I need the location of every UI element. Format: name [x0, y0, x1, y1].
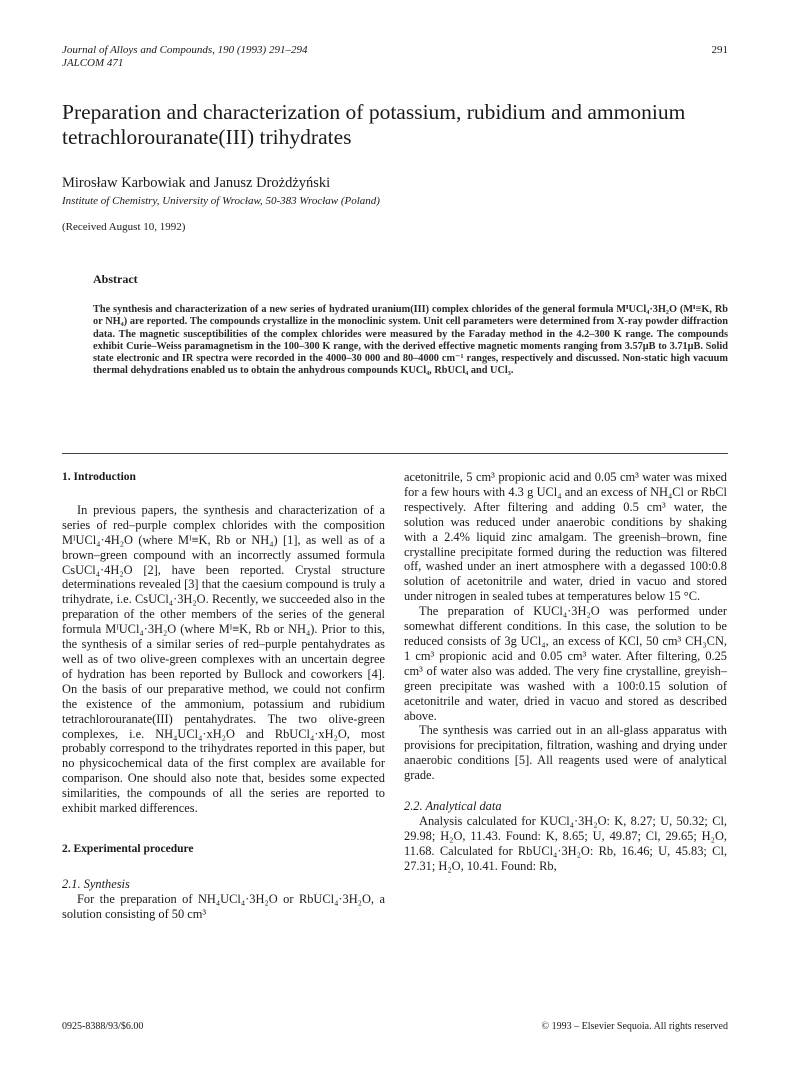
author-affiliation: Institute of Chemistry, University of Wrocław, 50-383 Wrocław (Poland) — [62, 195, 380, 207]
synthesis-text-continued: acetonitrile, 5 cm³ propionic acid and 0.05 cm³ water was mixed for a few hours with 4.3 g UCl₄ and an excess of NH₄Cl or RbCl respectively. After filtering and adding 0.5 cm³ water, the solution was reduced under anaerobic conditions by shaking with a 2.4% liquid zinc amalgam. The greenish–brown, fine crystalline precipitate formed during the reduction was filtered off, washed under an inert atmosphere with a degassed 100:0.8 solution of acetonitrile and water, dried in vacuo and stored under nitrogen in sealed tubes at temperatures below 15 °C. — [404, 470, 727, 604]
potassium-preparation-text: The preparation of KUCl₄·3H₂O was performed under somewhat different conditions. In this case, the solution to be reduced consists of 3g UCl₄, an excess of KCl, 50 cm³ CH₃CN, 1 cm³ propionic acid and 0.05 cm³ water. After filtering, 0.25 cm³ of water also was added. The very fine crystalline, greyish–green precipitate was washed with a 100:0.15 solution of acetonitrile and water, dried in vacuo and stored as described above. — [404, 604, 727, 723]
introduction-text: In previous papers, the synthesis and characterization of a series of red–purple complex chlorides with the composition MᴵUCl₄·4H₂O (where Mᴵ≡K, Rb or NH₄) [1], as well as of a brown–green compound with an incorrectly assumed formula CsUCl₄·4H₂O [2], have been reported. Crystal structure determinations revealed [3] that the caesium compound is truly a trihydrate, i.e. CsUCl₄·3H₂O. Recently, we succeeded also in the preparation of the other members of the series of the general formula MᴵUCl₄·3H₂O (where Mᴵ≡K, Rb or NH₄). Prior to this, the synthesis of a similar series of red–purple pentahydrates as well as of two olive-green complexes with an uncertain degree of hydration has been reported by Bullock and coworkers [4]. On the basis of our preparative method, we could not confirm the existence of the ammonium, potassium and rubidium tetrachlorouranate(III) pentahydrates. The two olive-green complexes, i.e. NH₄UCl₄·xH₂O and RbUCl₄·xH₂O, most probably correspond to the trihydrates reported in this paper, but no physicochemical data of the first complex are available for comparison. One should also note that, besides some expected similarities, the compounds of all the series are reported to exhibit marked differences. — [62, 502, 385, 816]
introduction-heading: 1. Introduction — [62, 471, 136, 483]
apparatus-text: The synthesis was carried out in an all-glass apparatus with provisions for precipitation, filtration, washing and drying under anaerobic conditions [5]. All reagents used were of analytical grade. — [404, 723, 727, 783]
section-divider — [62, 453, 728, 454]
abstract-text: The synthesis and characterization of a new series of hydrated uranium(III) complex chlorides of the general formula MᴵUCl₄·3H₂O (Mᴵ≡K, Rb or NH₄) are reported. The compounds crystallize in the monoclinic system. Unit cell parameters were determined from X-ray powder diffraction data. The magnetic susceptibilities of the complex chlorides were measured by the Faraday method in the 4.2–300 K range. The compounds exhibit Curie–Weiss paramagnetism in the 100–300 K range, with the derived effective magnetic moments ranging from 3.57μB to 3.71μB. Solid state electronic and IR spectra were recorded in the 4000–30 000 and 80–4000 cm⁻¹ ranges, respectively and discussed. Non-static high vacuum thermal dehydrations enabled us to obtain the anhydrous compounds KUCl₄, RbUCl₄ and UCl₃. — [93, 304, 728, 377]
synthesis-text: For the preparation of NH₄UCl₄·3H₂O or RbUCl₄·3H₂O, a solution consisting of 50 cm³ — [62, 891, 385, 921]
article-title: Preparation and characterization of potassium, rubidium and ammonium tetrachlorouranate(III) trihydrates — [62, 100, 686, 149]
journal-citation: Journal of Alloys and Compounds, 190 (1993) 291–294 — [62, 44, 308, 56]
issn-price: 0925-8388/93/$6.00 — [62, 1021, 144, 1032]
abstract-heading: Abstract — [93, 272, 138, 286]
article-authors: Mirosław Karbowiak and Janusz Drożdżyński — [62, 175, 331, 191]
copyright-notice: © 1993 – Elsevier Sequoia. All rights reserved — [541, 1021, 728, 1032]
experimental-heading: 2. Experimental procedure — [62, 842, 194, 855]
right-column — [404, 470, 727, 874]
left-column — [62, 470, 385, 922]
analytical-data-text: Analysis calculated for KUCl₄·3H₂O: K, 8.27; U, 50.32; Cl, 29.98; H₂O, 11.43. Found: K, 8.65; U, 49.87; Cl, 29.65; H₂O, 11.68. Calculated for RbUCl₄·3H₂O: Rb, 16.46; U, 45.83; Cl, 27.31; H₂O, 10.41. Found: Rb, — [404, 813, 727, 873]
synthesis-heading: 2.1. Synthesis — [62, 876, 130, 891]
page-number: 291 — [711, 44, 728, 56]
analytical-data-heading: 2.2. Analytical data — [404, 799, 502, 814]
received-date: (Received August 10, 1992) — [62, 221, 186, 233]
journal-code: JALCOM 471 — [62, 57, 124, 69]
